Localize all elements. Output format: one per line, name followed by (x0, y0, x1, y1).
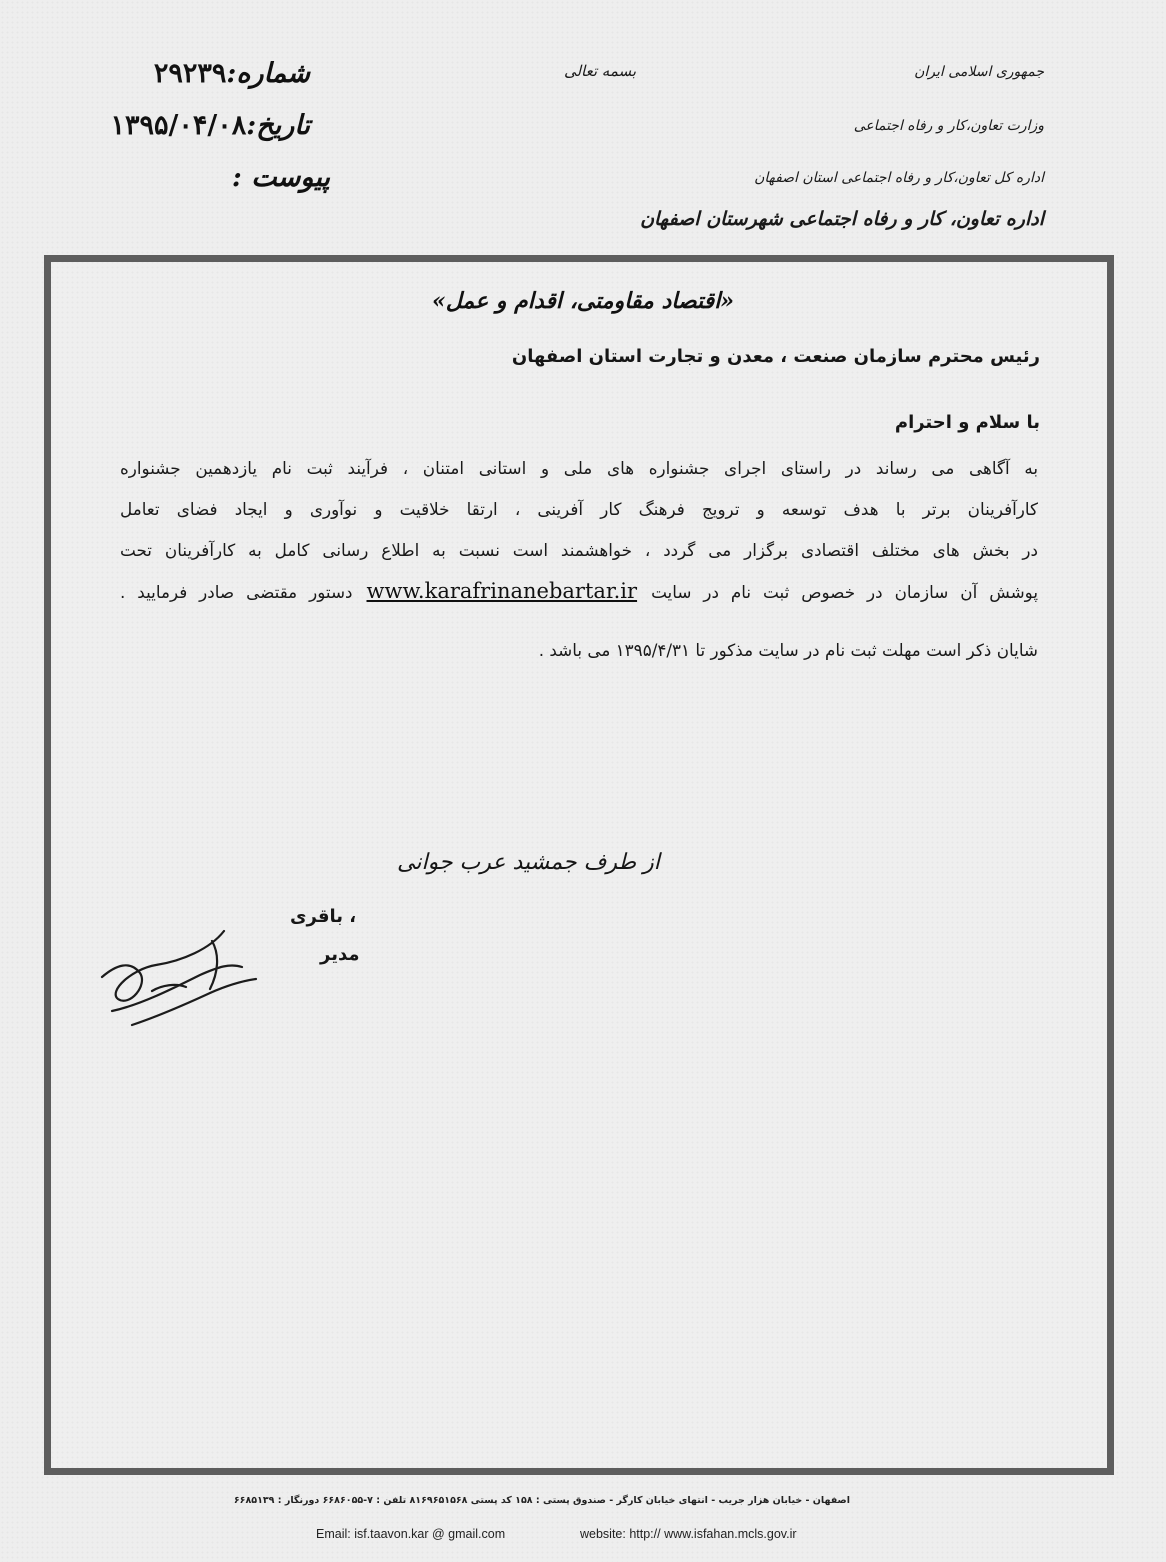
body-line-1: به آگاهی می رساند در راستای اجرای جشنواره های ملی و استانی امتنان ، فرآیند ثبت نام یازدهمین جشنواره (120, 458, 1038, 478)
org-line-3: اداره کل تعاون،کار و رفاه اجتماعی استان اصفهان (754, 170, 1044, 186)
on-behalf-line: از طرف جمشید عرب جوانی (397, 850, 660, 875)
letter-attachment (232, 162, 330, 193)
signer-title: مدیر (320, 944, 360, 965)
signer-name: ، باقری (290, 906, 357, 927)
letter-greeting: با سلام و احترام (894, 412, 1040, 433)
body-line-3: در بخش های مختلف اقتصادی برگزار می گردد ، خواهشمند است نسبت به اطلاع رسانی کامل به کارآفرینان تحت (120, 540, 1038, 560)
org-line-4: اداره تعاون، کار و رفاه اجتماعی شهرستان اصفهان (640, 208, 1044, 230)
footer-website[interactable]: website: http:// www.isfahan.mcls.gov.ir (580, 1527, 797, 1541)
letter-date (111, 110, 310, 141)
number-value: ۲۹۲۳۹ (153, 58, 227, 89)
deadline-note: شایان ذکر است مهلت ثبت نام در سایت مذکور تا ۱۳۹۵/۴/۳۱ می باشد . (538, 640, 1038, 660)
attachment-label: پیوست : (231, 162, 330, 193)
body-line-4-start: پوشش آن سازمان در خصوص ثبت نام در سایت (651, 582, 1038, 602)
org-line-2: وزارت تعاون،کار و رفاه اجتماعی (853, 118, 1044, 134)
date-value: ۱۳۹۵/۰۴/۰۸ (110, 110, 247, 141)
letter-motto: «اقتصاد مقاومتی، اقدام و عمل» (431, 288, 735, 314)
handwritten-signature (92, 925, 267, 1035)
invocation: بسمه تعالی (563, 62, 637, 80)
letter-body (120, 448, 1038, 613)
letter-recipient: رئیس محترم سازمان صنعت ، معدن و تجارت استان اصفهان (511, 346, 1040, 367)
letter-number (154, 58, 310, 89)
body-line-4 (120, 571, 1038, 613)
date-label: تاریخ: (246, 110, 310, 141)
website-link[interactable]: www.karafrinanebartar.ir (366, 579, 638, 603)
footer-email: Email: isf.taavon.kar @ gmail.com (316, 1527, 506, 1541)
body-line-2: کارآفرینان برتر با هدف توسعه و ترویج فرهنگ کار آفرینی ، ارتقا خلاقیت و نوآوری و ایجاد فضای تعامل (120, 499, 1038, 519)
number-label: شماره: (226, 58, 310, 89)
org-line-1: جمهوری اسلامی ایران (914, 64, 1044, 80)
body-line-4-end: دستور مقتضی صادر فرمایید . (120, 582, 353, 602)
footer-address: اصفهان - خیابان هزار جریب - انتهای خیابان کارگر - صندوق پستی : ۱۵۸ کد پستی ۸۱۶۹۶۵۱۵۶۸ تلفن : ۷-۶۶۸۶۰۵۵ دورنگار : ۶۶۸۵۱۳۹ (233, 1495, 850, 1506)
